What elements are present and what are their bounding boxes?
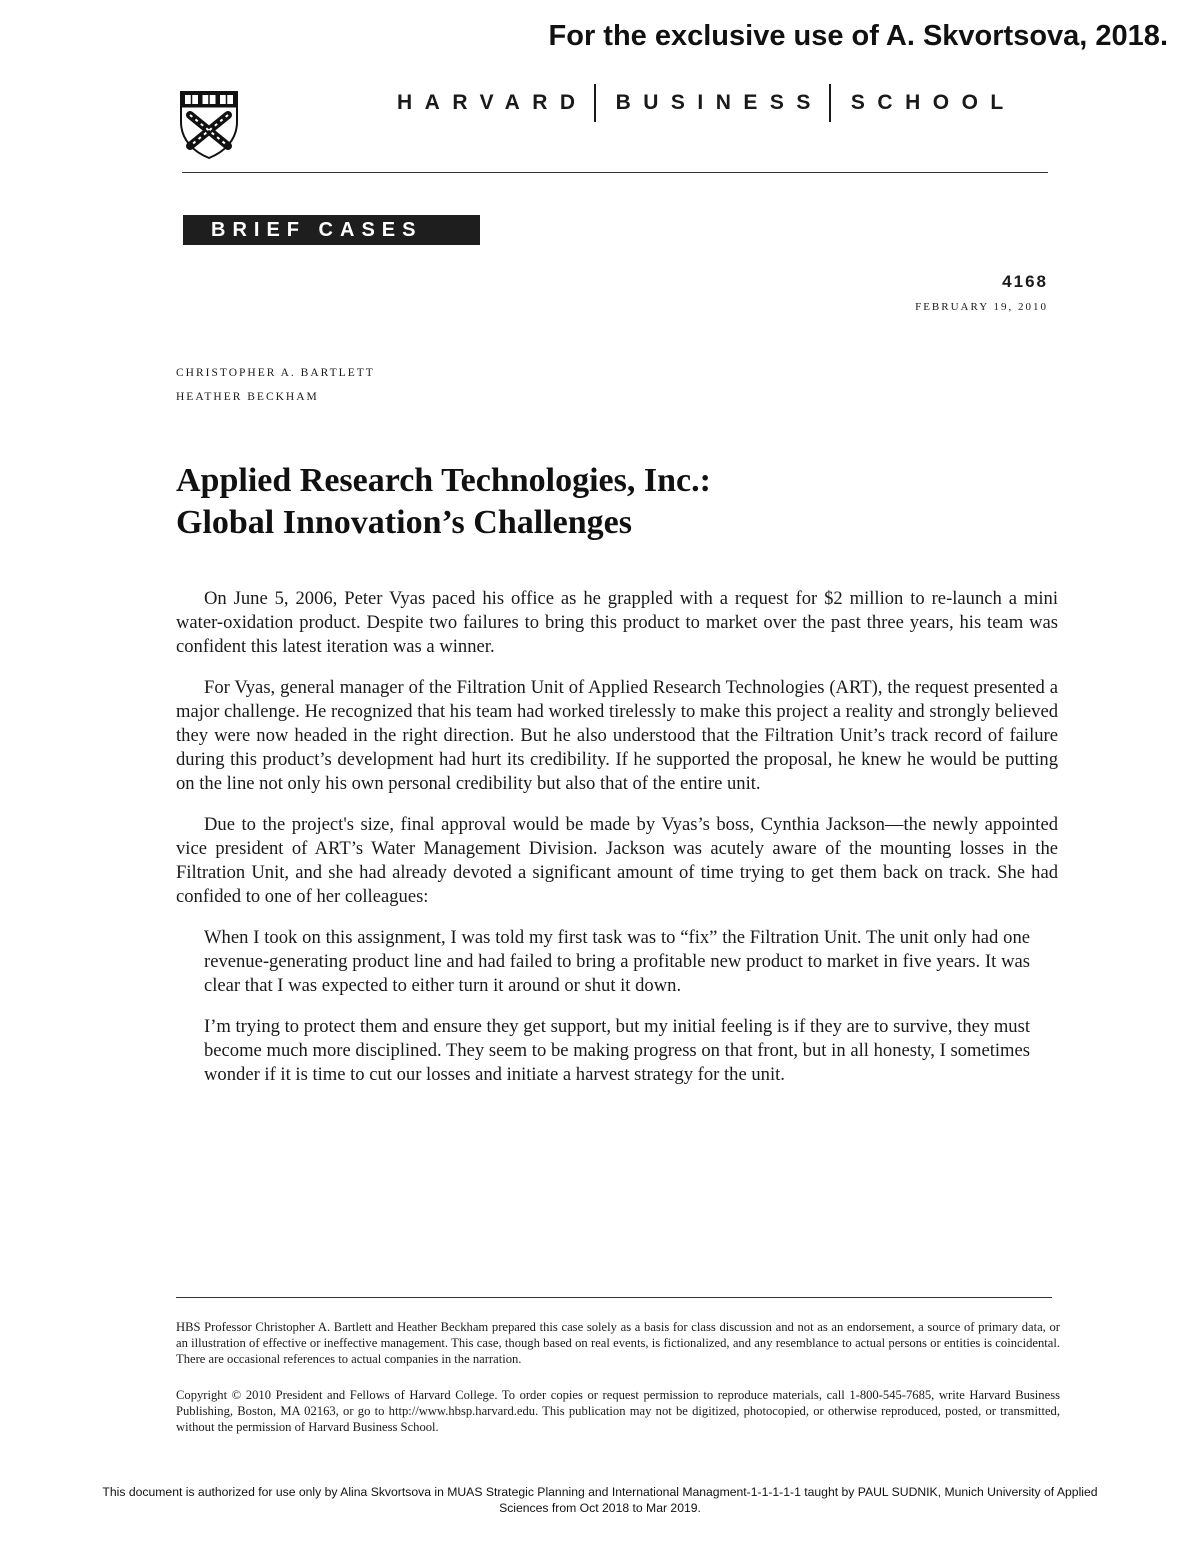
- body-paragraph: On June 5, 2006, Peter Vyas paced his office as he grappled with a request for $2 million to re-launch a mini water-oxidation product. Despite two failures to bring this product to market over the past three years, his team was confident this latest iteration was a winner.: [176, 588, 1058, 657]
- author-name: CHRISTOPHER A. BARTLETT: [176, 367, 375, 379]
- case-title-line: Global Innovation’s Challenges: [176, 504, 632, 541]
- case-body: [176, 587, 1058, 1104]
- body-paragraph: Due to the project's size, final approval would be made by Vyas’s boss, Cynthia Jackson—the newly appointed vice president of ART’s Water Management Division. Jackson was acutely aware of the mounting losses in the Filtration Unit, and she had already devoted a significant amount of time trying to get them back on track. She had confided to one of her colleagues:: [176, 814, 1058, 907]
- disclaimer-note: HBS Professor Christopher A. Bartlett and Heather Beckham prepared this case solely as a basis for class discussion and not as an endorsement, a source of primary data, or an illustration of effective or ineffective management. This case, though based on real events, is fictionalized, and any resemblance to actual persons or entities is coincidental. There are occasional references to actual companies in the narration.: [176, 1320, 1060, 1366]
- block-quote: When I took on this assignment, I was told my first task was to “fix” the Filtration Unit. The unit only had one revenue-generating product line and had failed to bring a profitable new product to market in five years. It was clear that I was expected to either turn it around or shut it down.: [204, 927, 1030, 996]
- footer-line: Sciences from Oct 2018 to Mar 2019.: [499, 1501, 701, 1515]
- body-paragraph: For Vyas, general manager of the Filtration Unit of Applied Research Technologies (ART), the request presented a major challenge. He recognized that his team had worked tirelessly to make this project a reality and strongly believed they were now headed in the right direction. But he also understood that the Filtration Unit’s track record of failure during this product’s development had hurt its credibility. If he supported the proposal, he knew he would be putting on the line not only his own personal credibility but also that of the entire unit.: [176, 677, 1058, 794]
- case-number: 4168: [1002, 272, 1048, 291]
- block-quote: I’m trying to protect them and ensure they get support, but my initial feeling is if they are to survive, they must become much more disciplined. They seem to be making progress on that front, but in all honesty, I sometimes wonder if it is time to cut our losses and initiate a harvest strategy for the unit.: [204, 1016, 1030, 1085]
- case-date: FEBRUARY 19, 2010: [915, 301, 1048, 313]
- footer-line: This document is authorized for use only by Alina Skvortsova in MUAS Strategic Planning and International Managment-1-1-1-1-1 taught by PAUL SUDNIK, Munich University of Applied: [102, 1485, 1098, 1499]
- school-word-harvard: HARVARD: [397, 91, 588, 114]
- school-name-divider: [594, 84, 596, 122]
- case-title-line: Applied Research Technologies, Inc.:: [176, 462, 711, 499]
- series-banner: BRIEF CASES: [183, 215, 480, 245]
- authorization-footer: [30, 1484, 1170, 1516]
- exclusive-use-notice: For the exclusive use of A. Skvortsova, 2018.: [548, 20, 1168, 52]
- copyright-note: Copyright © 2010 President and Fellows of Harvard College. To order copies or request permission to reproduce materials, call 1-800-545-7685, write Harvard Business Publishing, Boston, MA 02163, or go to http://www.hbsp.harvard.edu. This publication may not be digitized, photocopied, or otherwise reproduced, posted, or transmitted, without the permission of Harvard Business School.: [176, 1388, 1060, 1434]
- school-word-school: SCHOOL: [850, 91, 1016, 114]
- school-word-business: BUSINESS: [615, 91, 823, 114]
- school-name: [397, 84, 1016, 122]
- hbs-shield-icon: [178, 90, 240, 160]
- footnote-rule: [176, 1297, 1052, 1298]
- header-rule: [182, 172, 1048, 173]
- school-name-divider: [829, 84, 831, 122]
- author-name: HEATHER BECKHAM: [176, 391, 319, 403]
- case-title: [176, 460, 711, 544]
